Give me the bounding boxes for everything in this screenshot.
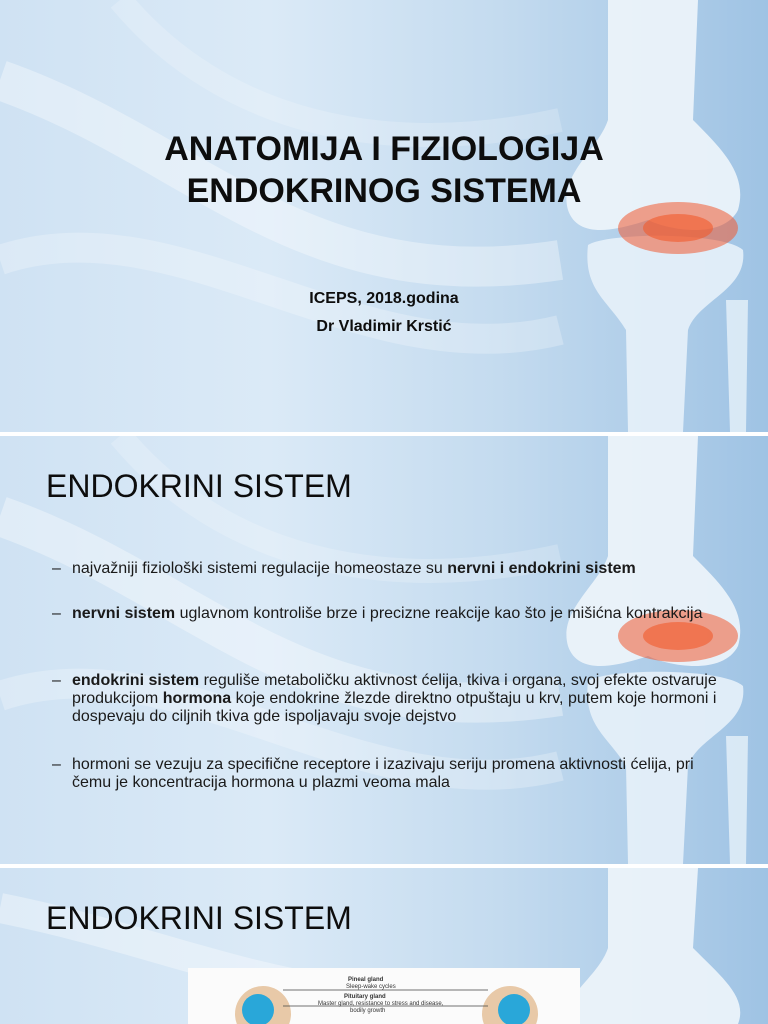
endocrine-diagram xyxy=(188,968,580,1024)
slide-heading: ENDOKRINI SISTEM xyxy=(46,468,352,504)
page-title xyxy=(60,128,708,212)
bullet-item xyxy=(52,560,732,578)
bullet-dash: – xyxy=(52,560,61,577)
knee-bone-illustration xyxy=(548,868,768,1024)
diagram-label: Master gland, resistance to stress and disease, xyxy=(318,1001,444,1007)
bullet-dash: – xyxy=(52,756,61,773)
bullet-dash: – xyxy=(52,672,61,689)
slide-heading: ENDOKRINI SISTEM xyxy=(46,900,352,936)
bullet-bold-text: hormona xyxy=(162,690,232,707)
bullet-text: reguliše metaboličku aktivnost ćelija, tkiva i organa, svoj efekte ostvaruje produkcijom xyxy=(72,672,717,707)
diagram-label: Pituitary gland xyxy=(344,994,386,1000)
bullet-bold-text: endokrini sistem xyxy=(72,672,200,689)
bullet-item xyxy=(52,672,732,726)
title-line-1: ANATOMIJA I FIZIOLOGIJA xyxy=(164,130,604,168)
bullet-bold-text: nervni i endokrini sistem xyxy=(447,560,636,577)
bullet-dash: – xyxy=(52,605,61,622)
bullet-item xyxy=(52,756,732,792)
bullet-text: najvažniji fiziološki sistemi regulacije homeostaze su xyxy=(72,560,448,577)
knee-bone-illustration xyxy=(548,0,768,432)
diagram-label: bodily growth xyxy=(350,1008,386,1014)
bullet-text: hormoni se vezuju za specifične receptore i izazivaju seriju promena aktivnosti ćelija, pri čemu je koncentracija hormona u plazmi veoma mala xyxy=(72,756,694,791)
knee-bone-illustration xyxy=(548,436,768,864)
bullet-text: koje endokrine žlezde direktno otpuštaju u krv, putem koje hormoni i dospevaju do ciljnih tkiva gde ispoljavaju svoje dejstvo xyxy=(72,690,717,725)
diagram-slide xyxy=(0,868,768,1024)
subtitle-author: Dr Vladimir Krstić xyxy=(316,318,452,335)
title-line-2: ENDOKRINOG SISTEMA xyxy=(186,172,582,210)
diagram-label: Sleep-wake cycles xyxy=(346,984,396,990)
bullet-item xyxy=(52,605,732,623)
diagram-label: Pineal gland xyxy=(348,977,384,983)
content-slide xyxy=(0,436,768,864)
title-slide xyxy=(0,0,768,432)
bullet-bold-text: nervni sistem xyxy=(72,605,176,622)
subtitle-institution: ICEPS, 2018.godina xyxy=(309,290,459,307)
bullet-text: uglavnom kontroliše brze i precizne reakcije kao što je mišićna kontrakcija xyxy=(175,605,703,622)
